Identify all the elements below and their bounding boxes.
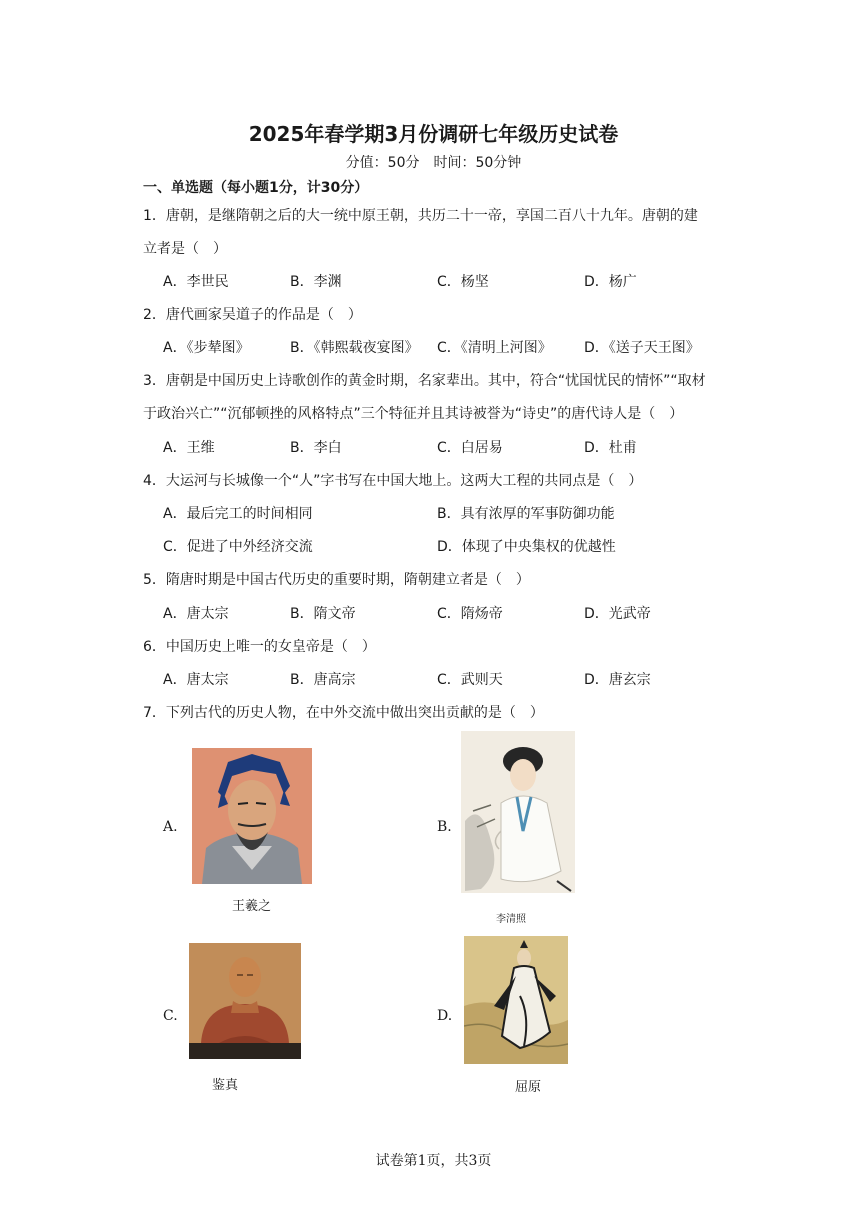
question-7-option-d-caption: 屈原 [515,1080,542,1095]
question-2-text: 2．唐代画家吴道子的作品是（ ） [143,307,362,323]
question-3-option-a[interactable]: A．王维 [163,440,215,456]
question-6-option-d[interactable]: D．唐玄宗 [584,672,651,688]
question-7-option-c-letter[interactable]: C. [163,1008,178,1024]
exam-subtitle: 分值：50分 时间：50分钟 [345,155,522,171]
question-2-option-c[interactable]: C．《清明上河图》 [437,340,552,356]
question-2-option-b[interactable]: B．《韩熙载夜宴图》 [290,340,419,356]
question-7-option-d-letter[interactable]: D. [437,1008,453,1024]
question-1-option-b[interactable]: B．李渊 [290,274,342,290]
question-3-text-line-1: 3．唐朝是中国历史上诗歌创作的黄金时期，名家辈出。其中，符合“忧国忧民的情怀”“取材 [143,373,706,389]
question-5-option-b[interactable]: B．隋文帝 [290,606,356,622]
question-7-option-b-caption: 李清照 [496,914,526,925]
page-footer: 试卷第1页，共3页 [375,1153,492,1169]
question-2-option-a[interactable]: A．《步辇图》 [163,340,250,356]
portrait-li-qingzhao-icon[interactable] [461,731,575,893]
question-4-option-b[interactable]: B．具有浓厚的军事防御功能 [437,506,615,522]
question-4-option-c[interactable]: C．促进了中外经济交流 [163,539,313,555]
question-7-option-a-caption: 王羲之 [232,899,272,914]
question-6-option-c[interactable]: C．武则天 [437,672,503,688]
question-7-option-a-letter[interactable]: A. [163,819,178,835]
question-7-option-c-caption: 鉴真 [212,1078,239,1093]
question-2-option-d[interactable]: D．《送子天王图》 [584,340,700,356]
question-6-option-a[interactable]: A．唐太宗 [163,672,229,688]
question-6-text: 6．中国历史上唯一的女皇帝是（ ） [143,639,376,655]
question-4-text: 4．大运河与长城像一个“人”字书写在中国大地上。这两大工程的共同点是（ ） [143,473,643,489]
question-5-option-a[interactable]: A．唐太宗 [163,606,229,622]
question-3-option-c[interactable]: C．白居易 [437,440,503,456]
question-4-option-d[interactable]: D．体现了中央集权的优越性 [437,539,616,555]
statue-jianzhen-icon[interactable] [189,943,301,1059]
question-4-option-a[interactable]: A．最后完工的时间相同 [163,506,313,522]
painting-qu-yuan-icon[interactable] [464,936,568,1064]
question-1-text-line-2: 立者是（ ） [143,241,227,257]
question-7-text: 7．下列古代的历史人物，在中外交流中做出突出贡献的是（ ） [143,705,544,721]
section-heading: 一、单选题（每小题1分，计30分） [143,180,369,196]
question-7-option-b-letter[interactable]: B. [437,819,452,835]
question-1-text-line-1: 1．唐朝，是继隋朝之后的大一统中原王朝，共历二十一帝，享国二百八十九年。唐朝的建 [143,208,698,224]
question-5-option-c[interactable]: C．隋炀帝 [437,606,503,622]
portrait-wang-xizhi-icon[interactable] [192,748,312,884]
question-5-text: 5．隋唐时期是中国古代历史的重要时期，隋朝建立者是（ ） [143,572,530,588]
question-3-option-d[interactable]: D．杜甫 [584,440,637,456]
question-3-text-line-2: 于政治兴亡”“沉郁顿挫的风格特点”三个特征并且其诗被誉为“诗史”的唐代诗人是（ ） [143,406,684,422]
question-6-option-b[interactable]: B．唐高宗 [290,672,356,688]
exam-title: 2025年春学期3月份调研七年级历史试卷 [248,122,619,146]
question-1-option-c[interactable]: C．杨坚 [437,274,489,290]
question-1-option-a[interactable]: A．李世民 [163,274,229,290]
question-3-option-b[interactable]: B．李白 [290,440,342,456]
question-1-option-d[interactable]: D．杨广 [584,274,637,290]
question-5-option-d[interactable]: D．光武帝 [584,606,651,622]
